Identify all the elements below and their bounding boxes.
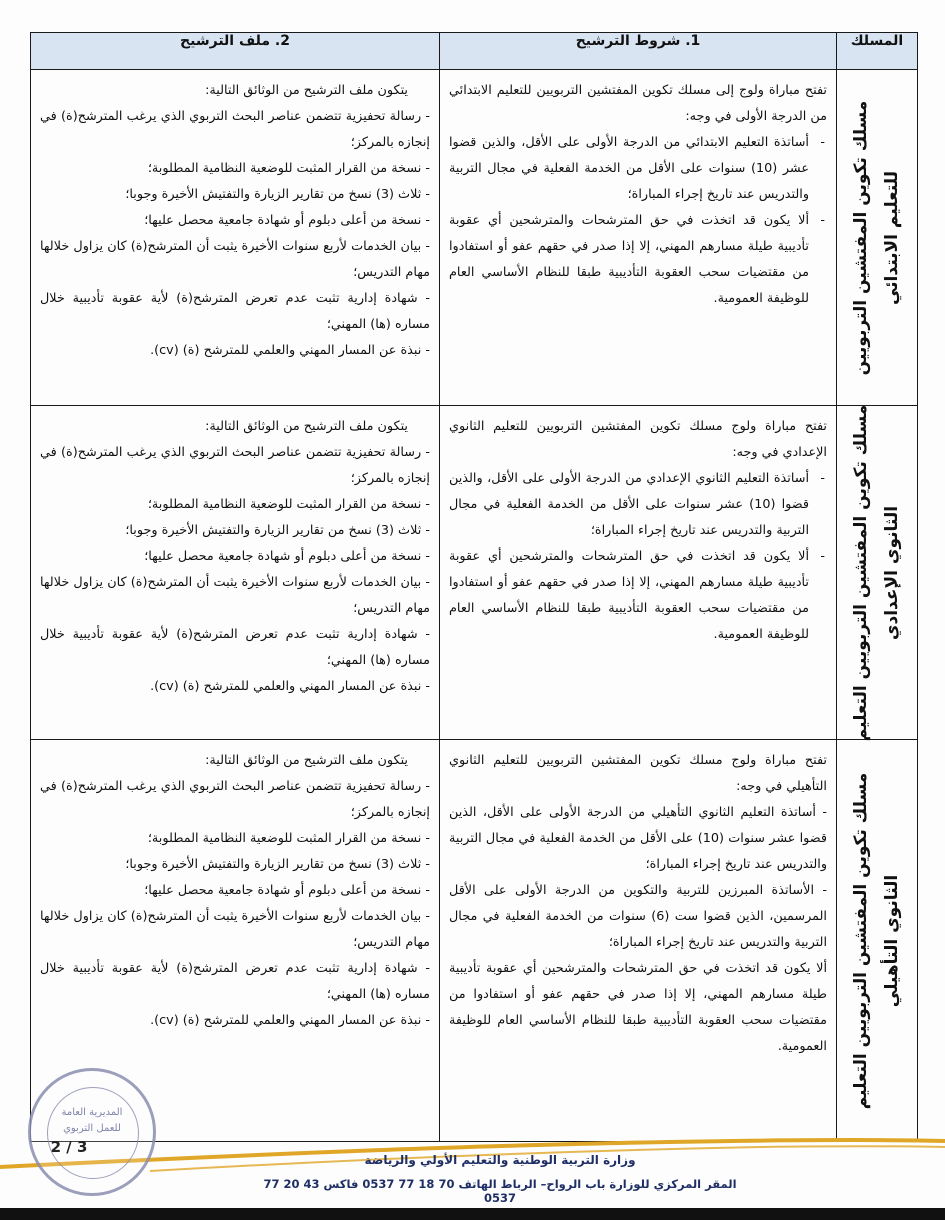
condition-item: - ألا يكون قد اتخذت في حق المترشحات والمترشحين أي عقوبة تأديبية طيلة مسارهم المهني، إلا إذا صدر في حقهم عفو أو استفادوا من مقتضيات سحب العقوبة التأديبية طبقا للنظام الأساسي العام للوظيفة العمومية. — [449, 549, 825, 642]
path-cell — [837, 70, 918, 406]
footer-address: المقر المركزي للوزارة باب الرواح– الرباط الهاتف 70 18 77 0537 فاكس 43 20 77 0537 — [263, 1177, 737, 1205]
path-label-line: مسلك تكوين المفتشين التربويين التعليم — [851, 404, 871, 741]
condition-item: - أساتذة التعليم الثانوي الإعدادي من الدرجة الأولى على الأقل، والذين قضوا (10) عشر سنوات على الأقل من الخدمة الفعلية في مجال التربية والتدريس عند تاريخ إجراء المباراة؛ — [449, 471, 825, 538]
file-item: - نبذة عن المسار المهني والعلمي للمترشح (ة) (cv). — [150, 679, 430, 694]
file-item: - ثلاث (3) نسخ من تقارير الزيارة والتفتيش الأخيرة وجوبا؛ — [125, 523, 430, 538]
condition-item: - أساتذة التعليم الابتدائي من الدرجة الأولى على الأقل، والذين قضوا عشر (10) سنوات على الأقل من الخدمة الفعلية في مجال التربية والتدريس عند تاريخ إجراء المباراة؛ — [449, 135, 825, 202]
file-item: - ثلاث (3) نسخ من تقارير الزيارة والتفتيش الأخيرة وجوبا؛ — [125, 187, 430, 202]
condition-item: - أساتذة التعليم الثانوي التأهيلي من الدرجة الأولى على الأقل، الذين قضوا عشر سنوات (10) على الأقل من الخدمة الفعلية في مجال التربية والتدريس عند تاريخ إجراء المباراة؛ — [449, 805, 827, 872]
file-cell — [31, 70, 440, 406]
path-cell — [837, 406, 918, 740]
official-stamp — [28, 1068, 156, 1196]
condition-item: - ألا يكون قد اتخذت في حق المترشحات والمترشحين أي عقوبة تأديبية طيلة مسارهم المهني، إلا إذا صدر في حقهم عفو أو استفادوا من مقتضيات سحب العقوبة التأديبية طبقا للنظام الأساسي العام للوظيفة العمومية. — [449, 213, 825, 306]
header-conditions: 1. شروط الترشيح — [440, 33, 837, 70]
file-item: - بيان الخدمات لأربع سنوات الأخيرة يثبت أن المترشح(ة) كان يزاول خلالها مهام التدريس؛ — [40, 575, 430, 616]
path-label-line: مسلك تكوين المفتشين التربويين التعليم — [851, 772, 871, 1109]
path-label-line: للتعليم الابتدائي — [882, 170, 902, 305]
path-label-line: مسلك تكوين المفتشين التربويين — [851, 100, 871, 375]
file-item: - رسالة تحفيزية تتضمن عناصر البحث التربوي الذي يرغب المترشح(ة) في إنجازه بالمركز؛ — [40, 109, 430, 150]
candidacy-table — [30, 32, 918, 1142]
conditions-cell — [440, 70, 837, 406]
bottom-bar — [0, 1208, 945, 1220]
table-row — [31, 70, 918, 406]
file-intro: يتكون ملف الترشيح من الوثائق التالية: — [205, 83, 408, 98]
footer-ministry: وزارة التربية الوطنية والتعليم الأولي والرياضة — [364, 1153, 636, 1167]
page-number: 2 / 3 — [50, 1138, 88, 1156]
file-item: - نسخة من القرار المثبت للوضعية النظامية المطلوبة؛ — [147, 831, 430, 846]
file-item: - شهادة إدارية تثبت عدم تعرض المترشح(ة) لأية عقوبة تأديبية خلال مساره (ها) المهني؛ — [40, 961, 430, 1002]
table-row — [31, 406, 918, 740]
path-label-line: الثانوي التأهيلي — [882, 874, 902, 1007]
file-item: - نسخة من القرار المثبت للوضعية النظامية المطلوبة؛ — [147, 497, 430, 512]
file-item: - ثلاث (3) نسخ من تقارير الزيارة والتفتيش الأخيرة وجوبا؛ — [125, 857, 430, 872]
file-intro: يتكون ملف الترشيح من الوثائق التالية: — [205, 753, 408, 768]
stamp-line: للعمل التربوي — [63, 1123, 121, 1134]
file-item: - نسخة من أعلى دبلوم أو شهادة جامعية محصل عليها؛ — [144, 549, 430, 564]
file-item: - شهادة إدارية تثبت عدم تعرض المترشح(ة) لأية عقوبة تأديبية خلال مساره (ها) المهني؛ — [40, 291, 430, 332]
stamp-line: المديرية العامة — [61, 1107, 123, 1118]
file-item: - نبذة عن المسار المهني والعلمي للمترشح (ة) (cv). — [150, 343, 430, 358]
table-row — [31, 740, 918, 1142]
file-item: - نبذة عن المسار المهني والعلمي للمترشح (ة) (cv). — [150, 1013, 430, 1028]
header-path: المسلك — [837, 33, 918, 70]
file-item: - رسالة تحفيزية تتضمن عناصر البحث التربوي الذي يرغب المترشح(ة) في إنجازه بالمركز؛ — [40, 779, 430, 820]
file-item: - نسخة من أعلى دبلوم أو شهادة جامعية محصل عليها؛ — [144, 213, 430, 228]
conditions-intro: تفتح مباراة ولوج إلى مسلك تكوين المفتشين التربويين للتعليم الابتدائي من الدرجة الأولى في وجه: — [449, 83, 827, 124]
file-item: - نسخة من القرار المثبت للوضعية النظامية المطلوبة؛ — [147, 161, 430, 176]
conditions-cell — [440, 406, 837, 740]
condition-item: - الأساتذة المبرزين للتربية والتكوين من الدرجة الأولى على الأقل المرسمين، الذين قضوا ست (6) سنوات من الخدمة الفعلية في مجال التربية والتدريس عند تاريخ إجراء المباراة؛ — [449, 883, 827, 950]
file-item: - بيان الخدمات لأربع سنوات الأخيرة يثبت أن المترشح(ة) كان يزاول خلالها مهام التدريس؛ — [40, 239, 430, 280]
path-label — [846, 100, 908, 375]
header-file: 2. ملف الترشيح — [31, 33, 440, 70]
conditions-intro: تفتح مباراة ولوج مسلك تكوين المفتشين التربويين للتعليم الثانوي التأهيلي في وجه: — [449, 753, 827, 794]
table-header-row — [31, 33, 918, 70]
path-cell — [837, 740, 918, 1142]
file-item: - رسالة تحفيزية تتضمن عناصر البحث التربوي الذي يرغب المترشح(ة) في إنجازه بالمركز؛ — [40, 445, 430, 486]
file-intro: يتكون ملف الترشيح من الوثائق التالية: — [205, 419, 408, 434]
path-label — [846, 772, 908, 1109]
file-cell — [31, 406, 440, 740]
conditions-cell — [440, 740, 837, 1142]
path-label — [846, 404, 908, 741]
file-item: - نسخة من أعلى دبلوم أو شهادة جامعية محصل عليها؛ — [144, 883, 430, 898]
file-item: - بيان الخدمات لأربع سنوات الأخيرة يثبت أن المترشح(ة) كان يزاول خلالها مهام التدريس؛ — [40, 909, 430, 950]
file-item: - شهادة إدارية تثبت عدم تعرض المترشح(ة) لأية عقوبة تأديبية خلال مساره (ها) المهني؛ — [40, 627, 430, 668]
conditions-intro: تفتح مباراة ولوج مسلك تكوين المفتشين التربويين للتعليم الثانوي الإعدادي في وجه: — [449, 419, 827, 460]
condition-item: ألا يكون قد اتخذت في حق المترشحات والمترشحين أي عقوبة تأديبية طيلة مسارهم المهني، إلا إذا صدر في حقهم عفو أو استفادوا من مقتضيات سحب العقوبة التأديبية طبقا للنظام الأساسي العام للوظيفة العمومية. — [449, 961, 827, 1054]
path-label-line: الثانوي الإعدادي — [882, 505, 902, 640]
